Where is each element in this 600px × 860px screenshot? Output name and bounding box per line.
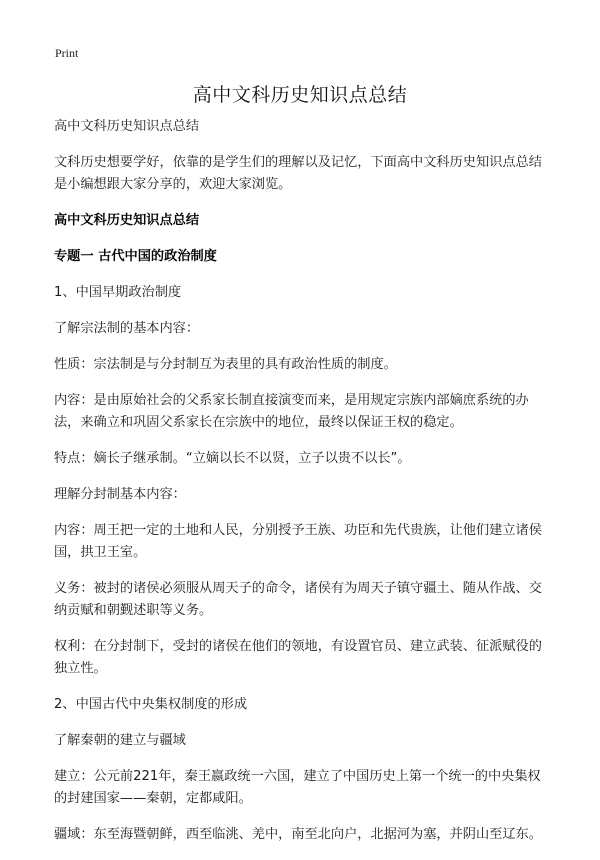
paragraph: 疆域：东至海暨朝鲜，西至临洮、羌中，南至北向户，北据河为塞，并阴山至辽东。 — [54, 827, 542, 842]
paragraph: 特点：嫡长子继承制。“立嫡以长不以贤，立子以贵不以长”。 — [54, 451, 411, 466]
paragraph: 内容：是由原始社会的父系家长制直接演变而来，是用规定宗族内部嫡庶系统的办法，来确立和巩固父系家长在宗族中的地位，最终以保证王权的稳定。 — [54, 393, 529, 430]
paragraph: 高中文科历史知识点总结 — [54, 119, 200, 134]
section-heading: 高中文科历史知识点总结 — [54, 213, 200, 228]
paragraph: 理解分封制基本内容： — [54, 487, 186, 502]
article-body — [54, 116, 550, 860]
paragraph: 2、中国古代中央集权制度的形成 — [54, 697, 248, 712]
page-title: 高中文科历史知识点总结 — [192, 84, 408, 106]
section-heading: 专题一 古代中国的政治制度 — [54, 249, 217, 264]
paragraph: 性质：宗法制是与分封制互为表里的具有政治性质的制度。 — [54, 357, 397, 372]
paragraph: 义务：被封的诸侯必须服从周天子的命令，诸侯有为周天子镇守疆土、随从作战、交纳贡赋和朝觐述职等义务。 — [54, 581, 542, 618]
paragraph: 权利：在分封制下，受封的诸侯在他们的领地，有设置官员、建立武装、征派赋役的独立性。 — [54, 639, 542, 676]
paragraph: 内容：周王把一定的土地和人民，分别授予王族、功臣和先代贵族，让他们建立诸侯国，拱卫王室。 — [54, 523, 542, 560]
paragraph: 文科历史想要学好，依靠的是学生们的理解以及记忆，下面高中文科历史知识点总结是小编想跟大家分享的，欢迎大家浏览。 — [54, 155, 542, 192]
paragraph: 了解宗法制的基本内容： — [54, 321, 200, 336]
print-link[interactable]: Print — [55, 46, 79, 60]
paragraph: 了解秦朝的建立与疆域 — [54, 733, 186, 748]
paragraph: 建立：公元前221年，秦王嬴政统一六国，建立了中国历史上第一个统一的中央集权的封建国家——秦朝，定都咸阳。 — [54, 769, 541, 806]
paragraph: 1、中国早期政治制度 — [54, 285, 182, 300]
